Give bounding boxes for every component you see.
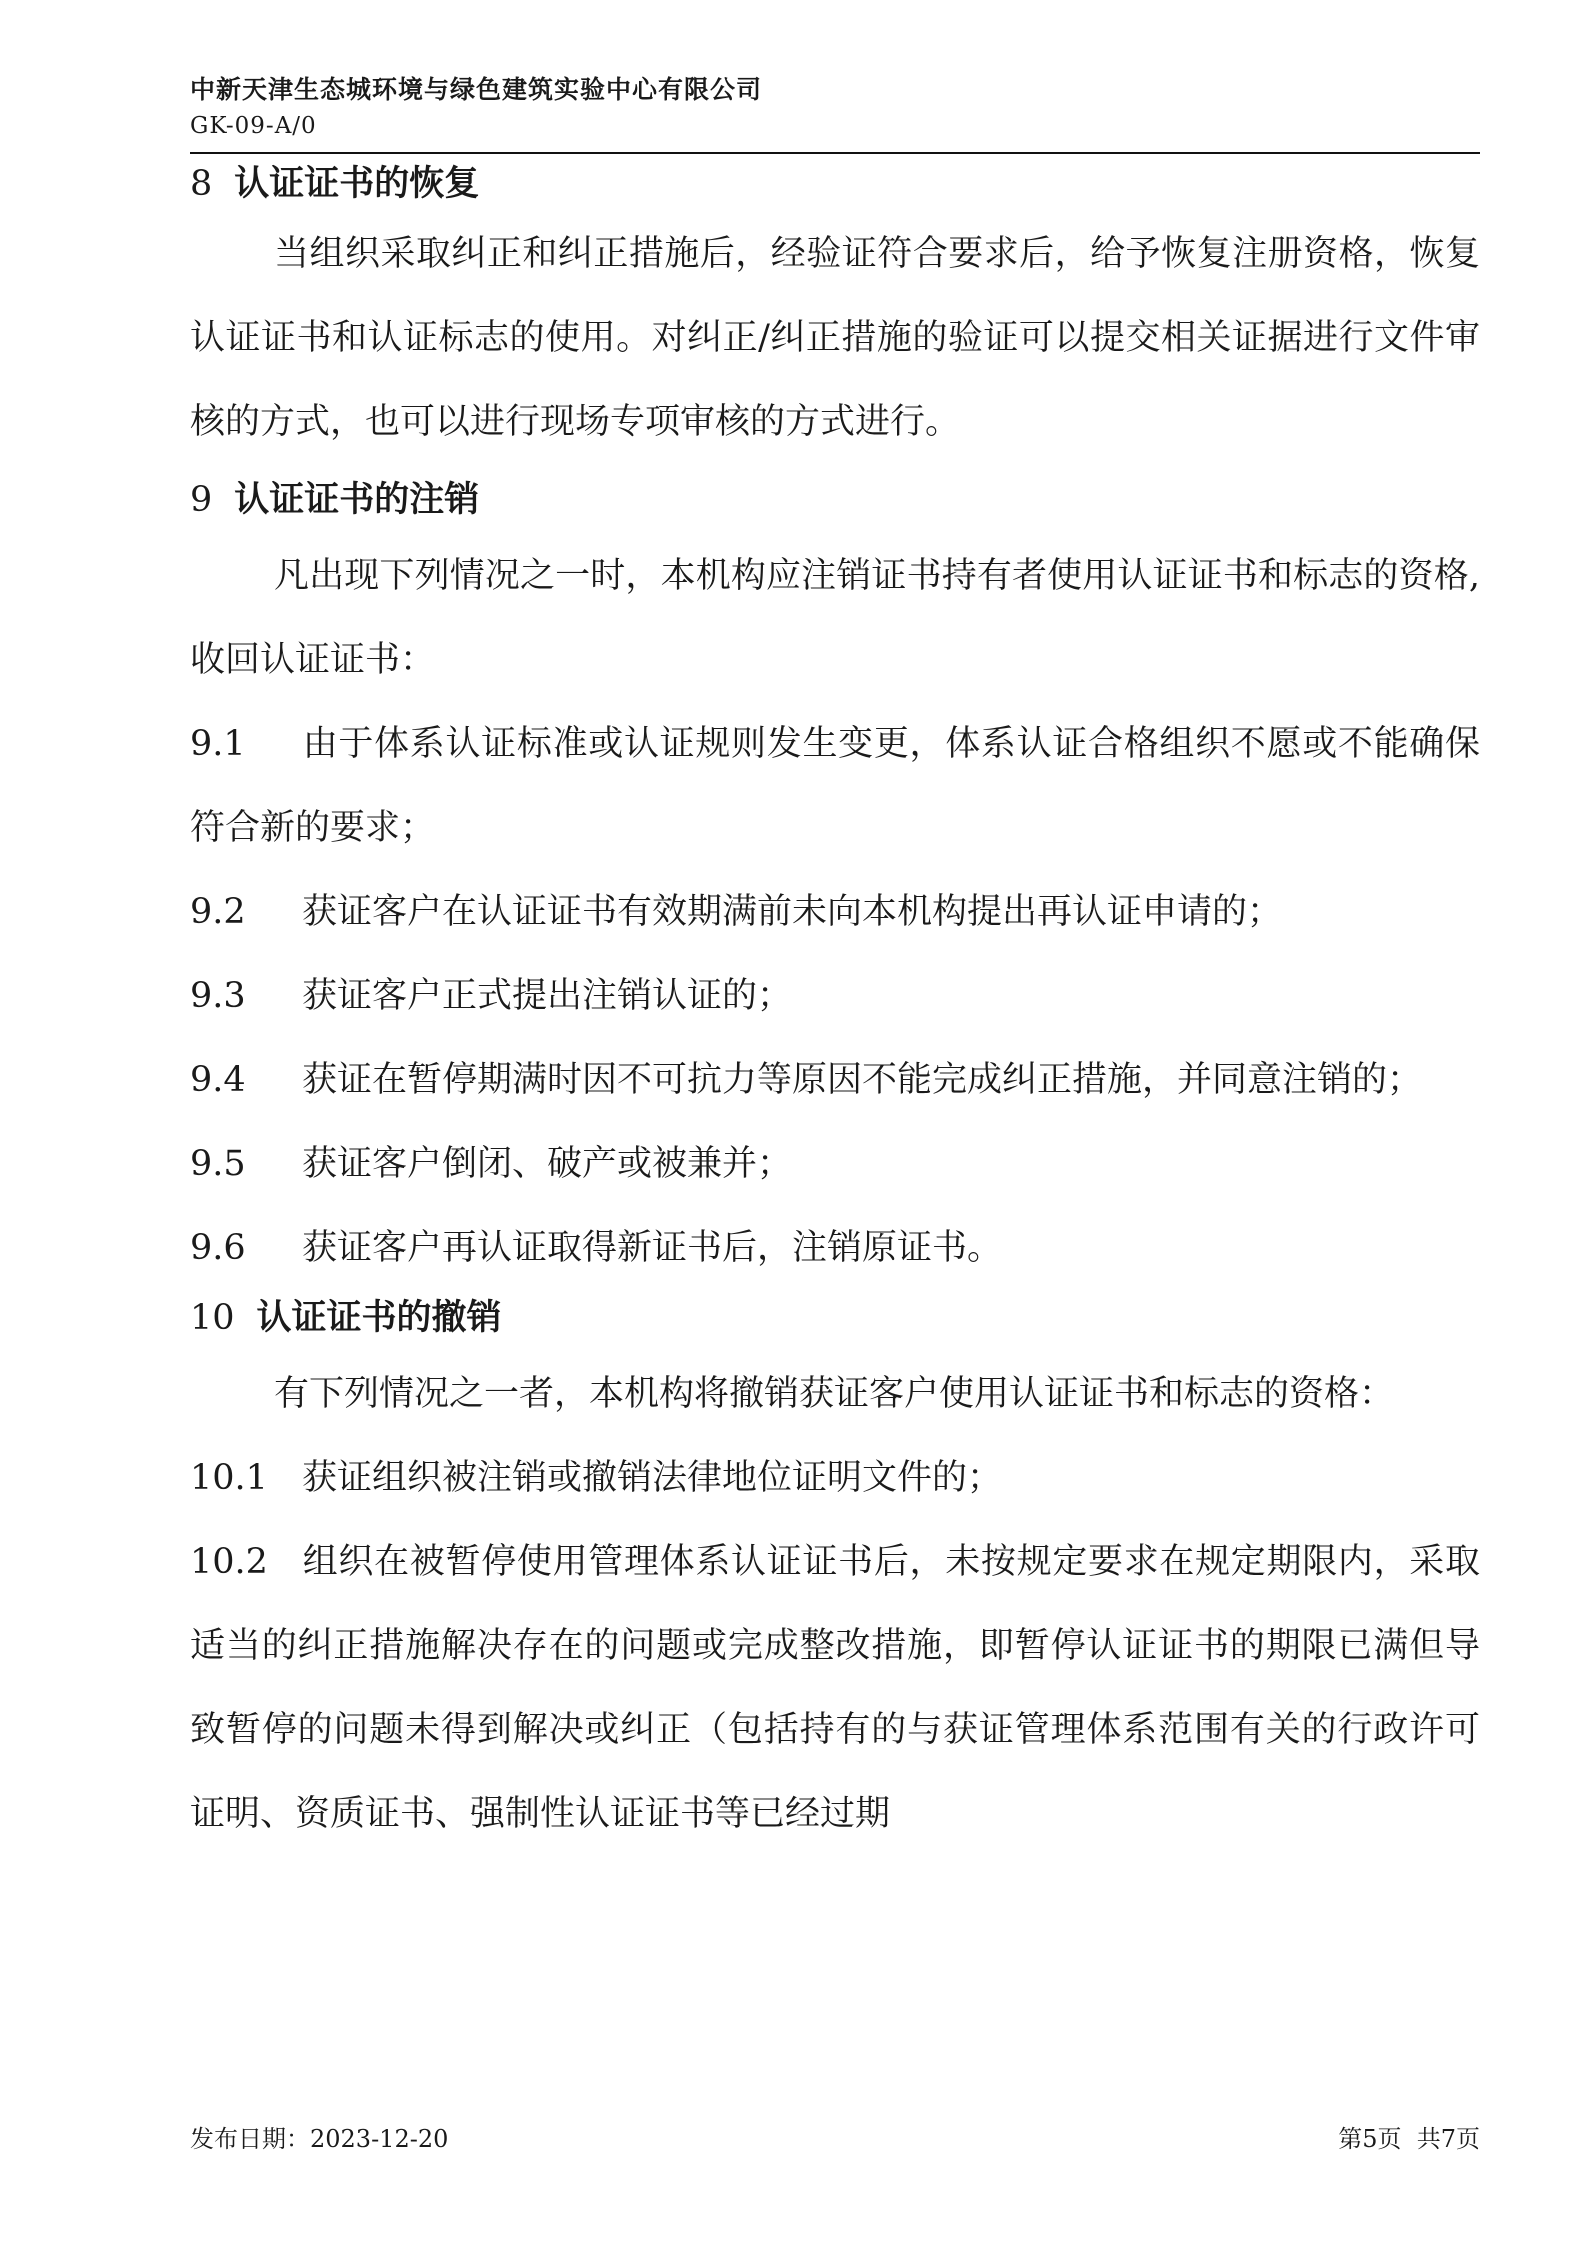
item-number: 9.3 bbox=[190, 976, 246, 1016]
item-number: 9.1 bbox=[190, 724, 246, 764]
section-title: 认证证书的恢复 bbox=[234, 163, 480, 204]
section-10-paragraph: 有下列情况之一者，本机构将撤销获证客户使用认证证书和标志的资格： bbox=[274, 1374, 1395, 1414]
header-divider bbox=[190, 152, 1480, 154]
item-number: 10.2 bbox=[190, 1542, 268, 1582]
list-item bbox=[190, 1122, 1480, 1206]
item-number: 9.5 bbox=[190, 1144, 246, 1184]
list-item bbox=[190, 954, 1480, 1038]
item-number: 10.1 bbox=[190, 1458, 268, 1498]
page-header bbox=[190, 70, 1480, 142]
item-number: 9.6 bbox=[190, 1228, 246, 1268]
section-number: 9 bbox=[190, 480, 213, 520]
section-8-heading bbox=[190, 160, 1480, 208]
item-number: 9.4 bbox=[190, 1060, 246, 1100]
list-item bbox=[190, 1436, 1480, 1520]
document-body bbox=[190, 160, 1480, 1856]
list-item bbox=[190, 702, 1480, 870]
list-item bbox=[190, 1520, 1480, 1856]
list-item bbox=[190, 1038, 1480, 1122]
item-text: 获证在暂停期满时因不可抗力等原因不能完成纠正措施，并同意注销的； bbox=[302, 1060, 1423, 1100]
item-text: 获证客户正式提出注销认证的； bbox=[302, 976, 793, 1016]
section-8-paragraph: 当组织采取纠正和纠正措施后，经验证符合要求后，给予恢复注册资格，恢复认证证书和认证标志的使用。对纠正/纠正措施的验证可以提交相关证据进行文件审核的方式，也可以进行现场专项审核的方式进行。 bbox=[190, 234, 1480, 442]
section-number: 10 bbox=[190, 1298, 235, 1338]
section-title: 认证证书的注销 bbox=[234, 479, 480, 520]
item-text: 获证客户再认证取得新证书后，注销原证书。 bbox=[302, 1228, 1003, 1268]
section-10-heading bbox=[190, 1294, 1480, 1342]
item-text: 由于体系认证标准或认证规则发生变更，体系认证合格组织不愿或不能确保符合新的要求； bbox=[190, 724, 1480, 848]
item-text: 获证组织被注销或撤销法律地位证明文件的； bbox=[302, 1458, 1003, 1498]
item-number: 9.2 bbox=[190, 892, 246, 932]
item-text: 获证客户在认证证书有效期满前未向本机构提出再认证申请的； bbox=[302, 892, 1283, 932]
section-number: 8 bbox=[190, 164, 213, 204]
section-title: 认证证书的撤销 bbox=[256, 1297, 502, 1338]
section-9-heading bbox=[190, 476, 1480, 524]
item-text: 组织在被暂停使用管理体系认证证书后，未按规定要求在规定期限内，采取适当的纠正措施解决存在的问题或完成整改措施，即暂停认证证书的期限已满但导致暂停的问题未得到解决或纠正（包括持有的与获证管理体系范围有关的行政许可证明、资质证书、强制性认证证书等已经过期 bbox=[190, 1542, 1480, 1834]
page-number: 第5页 共7页 bbox=[1338, 2125, 1480, 2153]
header-org-name: 中新天津生态城环境与绿色建筑实验中心有限公司 bbox=[190, 75, 763, 104]
section-9-paragraph: 凡出现下列情况之一时，本机构应注销证书持有者使用认证证书和标志的资格,收回认证证书： bbox=[190, 556, 1480, 680]
release-date: 发布日期：2023-12-20 bbox=[190, 2125, 449, 2153]
list-item bbox=[190, 1206, 1480, 1290]
list-item bbox=[190, 870, 1480, 954]
header-doc-code: GK-09-A/0 bbox=[190, 113, 317, 139]
item-text: 获证客户倒闭、破产或被兼并； bbox=[302, 1144, 793, 1184]
